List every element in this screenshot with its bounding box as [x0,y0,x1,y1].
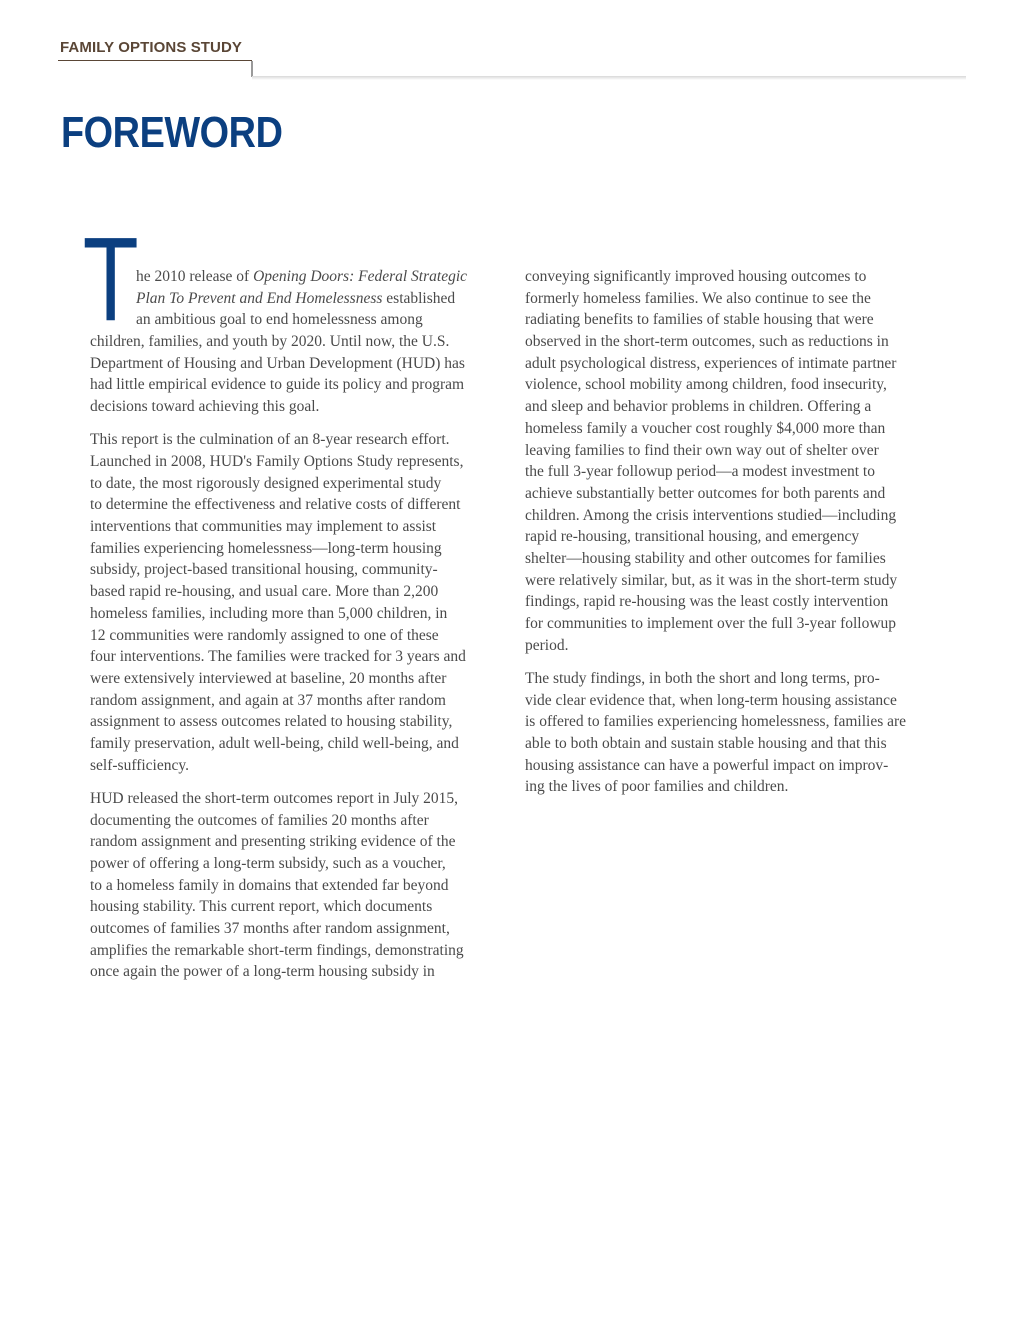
text-line: to a homeless family in domains that extended far beyond [90,876,449,894]
text-line: housing stability. This current report, which documents [90,898,433,916]
text-line: random assignment and presenting striking evidence of the [90,833,456,851]
text-line: interventions that communities may implement to assist [90,518,437,536]
column-right [525,266,945,798]
column-left [90,266,510,983]
text-line [90,266,510,288]
running-head: FAMILY OPTIONS STUDY [60,39,243,56]
p1-rest [90,331,510,418]
text-line: were relatively similar, but, as it was in the short-term study [525,571,898,589]
text-line: vide clear evidence that, when long-term housing assistance [525,691,897,709]
text-line: once again the power of a long-term housing subsidy in [90,963,435,981]
drop-cap: T [85,217,137,347]
text-line: documenting the outcomes of families 20 months after [90,811,429,829]
text-line: decisions toward achieving this goal. [90,398,320,416]
text-line: 12 communities were randomly assigned to one of these [90,626,439,644]
paragraph-3-continued [525,266,945,656]
text-line: to date, the most rigorously designed experimental study [90,474,442,492]
text-span: he 2010 release of [136,268,254,285]
text-line: violence, school mobility among children, food insecurity, [525,376,887,394]
text-line: the full 3-year followup period—a modest investment to [525,463,875,481]
text-line: subsidy, project-based transitional housing, community- [90,561,438,579]
text-line: children. Among the crisis interventions studied—including [525,506,897,524]
running-head-tick [251,61,253,77]
text-line: and sleep and behavior problems in children. Offering a [525,398,872,416]
italic-title-text: Opening Doors: Federal Strategic [253,268,468,285]
text-line [90,288,510,310]
text-line: homeless families, including more than 5,000 children, in [90,604,448,622]
paragraph-3 [90,788,510,983]
text-line: is offered to families experiencing homelessness, families are [525,713,907,731]
text-line: families experiencing homelessness—long-term housing [90,539,442,557]
text-line: for communities to implement over the full 3-year followup [525,615,897,632]
text-line: children, families, and youth by 2020. Until now, the U.S. [90,333,450,351]
paragraph-1 [90,266,510,418]
text-line: amplifies the remarkable short-term findings, demonstrating [90,941,464,959]
text-line: radiating benefits to families of stable housing that were [525,311,874,329]
text-line: This report is the culmination of an 8-year research effort. [90,431,450,449]
running-head-rule [58,60,252,61]
text-line: based rapid re-housing, and usual care. More than 2,200 [90,583,439,601]
text-line: able to both obtain and sustain stable housing and that this [525,734,887,752]
text-line: random assignment, and again at 37 months after random [90,691,446,709]
text-line: to determine the effectiveness and relative costs of different [90,496,461,514]
text-line: had little empirical evidence to guide its policy and program [90,376,465,394]
text-line: power of offering a long-term subsidy, such as a voucher, [90,854,446,872]
text-line: observed in the short-term outcomes, such as reductions in [525,333,889,351]
text-line: homeless family a voucher cost roughly $4,000 more than [525,419,886,437]
text-line: The study findings, in both the short and long terms, pro- [525,669,880,687]
text-line: HUD released the short-term outcomes report in July 2015, [90,789,459,807]
paragraph-4 [525,668,945,798]
text-line: rapid re-housing, transitional housing, and emergency [525,528,860,546]
text-span: established [382,289,456,307]
text-line: Launched in 2008, HUD's Family Options Study represents, [90,453,464,470]
text-line [90,309,510,331]
text-line: ing the lives of poor families and children. [525,778,789,796]
text-line: self-sufficiency. [90,756,189,774]
text-line: formerly homeless families. We also continue to see the [525,289,871,307]
text-line: shelter—housing stability and other outcomes for families [525,549,886,567]
page-title: FOREWORD [61,108,283,157]
italic-title-text: Plan To Prevent and End Homelessness [136,289,383,307]
paragraph-2 [90,429,510,776]
text-line: findings, rapid re-housing was the least costly intervention [525,593,889,611]
text-line: adult psychological distress, experiences of intimate partner [525,354,897,372]
text-line: period. [525,636,569,654]
text-line: four interventions. The families were tracked for 3 years and [90,648,466,666]
text-line: Department of Housing and Urban Development (HUD) has [90,354,465,372]
text-line: housing assistance can have a powerful impact on improv- [525,756,889,774]
text-line: achieve substantially better outcomes for both parents and [525,484,886,502]
text-line: were extensively interviewed at baseline, 20 months after [90,669,447,687]
header-shadow-rule [252,76,966,80]
text-span: an ambitious goal to end homelessness among [136,311,423,329]
text-line: assignment to assess outcomes related to housing stability, [90,713,453,731]
text-line: outcomes of families 37 months after random assignment, [90,919,450,937]
text-line: family preservation, adult well-being, child well-being, and [90,734,459,752]
text-line: conveying significantly improved housing outcomes to [525,268,867,285]
text-line: leaving families to find their own way out of shelter over [525,441,879,459]
